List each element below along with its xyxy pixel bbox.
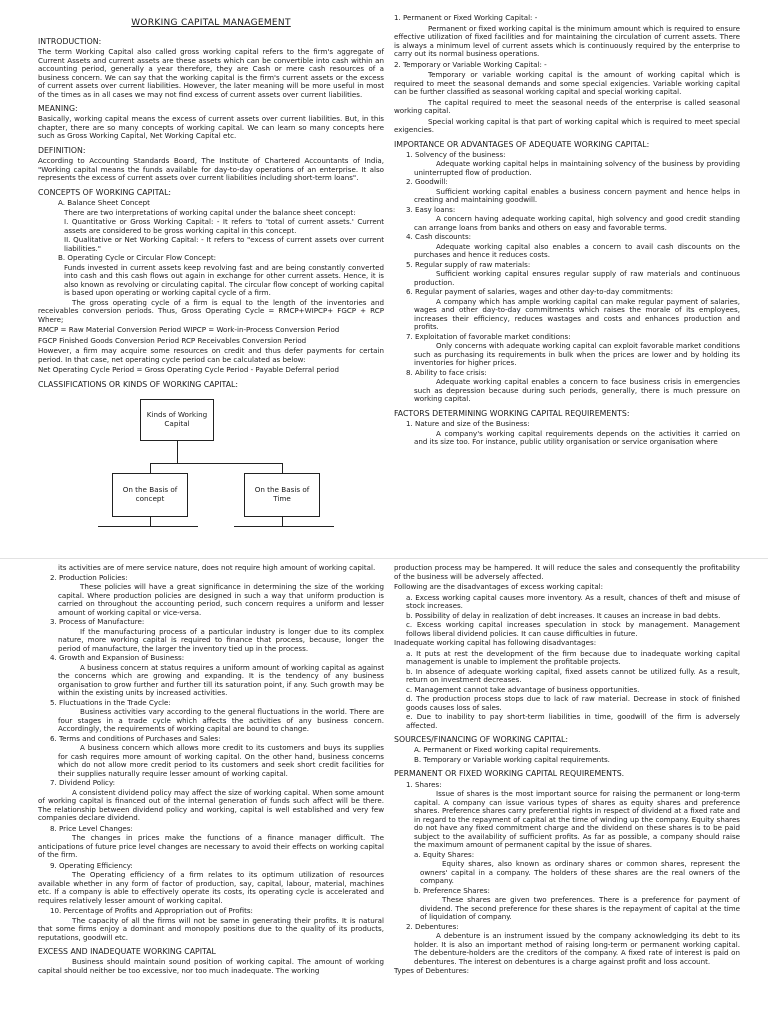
paragraph: a. Excess working capital causes more inventory. As a result, chances of theft and misuse of stock increases. — [406, 592, 740, 610]
section-heading: CLASSIFICATIONS OR KINDS OF WORKING CAPITAL: — [38, 379, 238, 389]
page-2 — [0, 560, 768, 1024]
paragraph: 1. Solvency of the business: — [406, 149, 506, 159]
left-bottom-content — [38, 564, 384, 975]
diagram-root-box — [140, 399, 214, 441]
paragraph: 4. Cash discounts: — [406, 232, 472, 242]
paragraph: The capital required to meet the seasonal needs of the enterprise is called seasonal working capital. — [394, 97, 740, 115]
paragraph: b. In absence of adequate working capital, fixed assets cannot be utilized fully. As a result, return on investment decreases. — [406, 666, 740, 684]
paragraph: B. Temporary or Variable working capital requirements. — [414, 754, 610, 764]
paragraph: A business concern which allows more credit to its customers and buys its supplies for cash requires more amount of working capital. On the other hand, business concerns which do not allow more credit period to its customers and seek short credit facilities for their supplies naturally require lesser amount of working capital. — [58, 743, 384, 778]
paragraph: Issue of shares is the most important source for raising the permanent or long-term capital. A company can issue various types of shares as equity shares and preference shares. Preference shares carry preferential rights in respect of dividend at a fixed rate and in regard to the repayment of capital at the time of winding up the company. Equity shares do not have any fixed commitment charge and the dividend on these shares is to be paid subject to the availability of sufficient profits. As far as possible, a company should raise the maximum amount of permanent capital by the issue of shares. — [414, 789, 740, 850]
paragraph: Temporary or variable working capital is the amount of working capital which is required to meet the seasonal demands and some special exigencies. Variable working capital can be further classified as seasonal working capital and special working capital. — [394, 70, 740, 96]
page-1-right-column — [394, 14, 740, 448]
paragraph: 8. Ability to face crisis: — [406, 367, 487, 377]
paragraph: 3. Easy loans: — [406, 204, 456, 214]
section-heading: SOURCES/FINANCING OF WORKING CAPITAL: — [394, 735, 569, 744]
paragraph: 7. Dividend Policy: — [50, 778, 116, 787]
diagram-connector — [98, 526, 198, 527]
diagram-connector — [150, 463, 282, 464]
left-top-content — [38, 37, 384, 389]
paragraph: However, a firm may acquire some resources on credit and thus defer payments for certain period. In that case, net operating cycle period can be calculated as below: — [38, 346, 384, 364]
section-heading: CONCEPTS OF WORKING CAPITAL: — [38, 187, 172, 197]
paragraph: Sufficient working capital ensures regular supply of raw materials and continuous production. — [414, 269, 740, 287]
section-heading: INTRODUCTION: — [38, 36, 102, 46]
page-2-right-column — [394, 564, 740, 978]
paragraph: Sufficient working capital enables a business concern payment and hence helps in creating and maintaining goodwill. — [414, 186, 740, 205]
paragraph: d. The production process stops due to lack of raw material. Decrease in stock of finished goods causes loss of sales. — [406, 694, 740, 712]
paragraph: The capacity of all the firms will not be same in generating their profits. It is natural that some firms enjoy a dominant and monopoly positions due to the quality of its products, reputations, goodwill etc. — [38, 915, 384, 942]
paragraph: 6. Terms and conditions of Purchases and Sales: — [50, 733, 221, 743]
document-title: WORKING CAPITAL MANAGEMENT — [131, 18, 291, 28]
paragraph: Adequate working capital helps in maintaining solvency of the business by providing uninterrupted flow of production. — [414, 159, 740, 177]
diagram-time-label: On the Basis of Time — [254, 485, 310, 504]
section-heading: MEANING: — [38, 104, 78, 114]
paragraph: A company's working capital requirements depends on the activities it carried on and its size too. For instance, public utility organisation or service organisation where — [414, 428, 740, 447]
paragraph: Funds invested in current assets keep revolving fast and are being constantly converted into cash and this cash flows out again in exchange for other current assets. Hence, it is also known as revolving or circulating capital. The circular flow concept of working capital is based upon operating or working capital cycle of a firm. — [64, 262, 384, 298]
kinds-of-working-capital-diagram — [38, 395, 384, 525]
paragraph: There are two interpretations of working capital under the balance sheet concept: — [64, 207, 356, 217]
paragraph: a. It puts at rest the development of the firm because due to inadequate working capital management is unable to implement the profitable projects. — [406, 648, 740, 666]
section-heading: IMPORTANCE OR ADVANTAGES OF ADEQUATE WORKING CAPITAL: — [394, 139, 650, 149]
paragraph: A debenture is an instrument issued by the company acknowledging its debt to its holder. It is also an important method of raising long-term or permanent working capital. The debenture-holders are the creditors of the company. A fixed rate of interest is paid on debentures. The interest on debentures is a charge against profit and loss account. — [414, 931, 740, 966]
diagram-connector — [282, 463, 283, 473]
paragraph: 5. Regular supply of raw materials: — [406, 259, 531, 269]
paragraph: 2. Debentures: — [406, 921, 459, 931]
paragraph: II. Qualitative or Net Working Capital: - It refers to "excess of current assets over current liabilities." — [64, 235, 384, 253]
paragraph: production process may be hampered. It will reduce the sales and consequently the profitability of the business will be adversely affected. — [394, 563, 740, 581]
section-heading: EXCESS AND INADEQUATE WORKING CAPITAL — [38, 947, 216, 956]
paragraph: Adequate working capital also enables a concern to avail cash discounts on the purchases and hence it reduces costs. — [414, 241, 740, 260]
paragraph: B. Operating Cycle or Circular Flow Concept: — [58, 253, 216, 263]
paragraph: I. Quantitative or Gross Working Capital: - It refers to 'total of current assets.' Current assets are considered to be gross working capital in this concept. — [64, 217, 384, 235]
paragraph: its activities are of mere service nature, does not require high amount of working capital. — [58, 563, 376, 572]
paragraph: 7. Exploitation of favorable market conditions: — [406, 331, 571, 341]
paragraph: A business concern at status requires a uniform amount of working capital as against the concerns which are growing and expanding. It is the tendency of any business organisation to grow further and further till its saturation point, if any. Such growth may be within the existing units by increased activities. — [58, 662, 384, 697]
paragraph: 1. Permanent or Fixed Working Capital: - — [394, 13, 538, 22]
diagram-time-box — [244, 473, 320, 517]
paragraph: a. Equity Shares: — [414, 849, 475, 859]
section-heading: DEFINITION: — [38, 145, 86, 155]
paragraph: The changes in prices make the functions of a finance manager difficult. The anticipations of future price level changes are necessary to avoid their effects on working capital of the firm. — [38, 833, 384, 859]
paragraph: A company which has ample working capital can make regular payment of salaries, wages and other day-to-day commitments which raises the morale of its employees, increases their efficiency, reduces wastages and costs and enhances production and profits. — [414, 296, 740, 332]
paragraph: Business activities vary according to the general fluctuations in the world. There are four stages in a trade cycle which affects the activities of any business concern. Accordingly, the requirements of working capital are bound to change. — [58, 707, 384, 733]
section-heading: PERMANENT OR FIXED WORKING CAPITAL REQUIREMENTS. — [394, 769, 625, 779]
paragraph: 1. Nature and size of the Business: — [406, 419, 530, 429]
section-heading: FACTORS DETERMINING WORKING CAPITAL REQUIREMENTS: — [394, 408, 630, 418]
paragraph: b. Preference Shares: — [414, 885, 490, 895]
paragraph: 2. Goodwill: — [406, 177, 448, 187]
paragraph: 6. Regular payment of salaries, wages and other day-to-day commitments: — [406, 287, 674, 297]
paragraph: 8. Price Level Changes: — [50, 823, 133, 833]
paragraph: The gross operating cycle of a firm is equal to the length of the inventories and receivables conversion periods. Thus, Gross Operating Cycle = RMCP+WIPCP+ FGCP + RCP Where; — [38, 297, 384, 324]
page-1-left-column — [38, 14, 384, 525]
paragraph: 5. Fluctuations in the Trade Cycle: — [50, 697, 171, 707]
diagram-connector — [177, 441, 178, 463]
paragraph: 9. Operating Efficiency: — [50, 860, 133, 870]
page-2-left-column — [38, 564, 384, 977]
paragraph: RMCP = Raw Material Conversion Period WIPCP = Work-in-Process Conversion Period — [38, 325, 340, 335]
paragraph: Adequate working capital enables a concern to face business crisis in emergencies such as depression because during such periods, generally, there is much pressure on working capital. — [414, 377, 740, 404]
paragraph: The Operating efficiency of a firm relates to its optimum utilization of resources available whether in any form of factor of production, say, capital, labour, material, machines etc. If a company is able to effectively operate its costs, its operating cycle is accelerated and requires relatively lesser amount of working capital. — [38, 870, 384, 905]
paragraph: c. Excess working capital increases speculation in stock by management. Management follows liberal dividend policies. It can cause difficulties in future. — [406, 620, 740, 638]
paragraph: Following are the disadvantages of excess working capital: — [394, 582, 604, 591]
paragraph: Only concerns with adequate working capital can exploit favorable market conditions such as purchasing its requirements in bulk when the prices are lower and by holding its inventories for higher prices. — [414, 341, 740, 368]
diagram-concept-label: On the Basis of concept — [122, 485, 178, 504]
paragraph: 1. Shares: — [406, 779, 442, 789]
paragraph: c. Management cannot take advantage of business opportunities. — [406, 684, 640, 694]
right-top-content — [394, 14, 740, 447]
diagram-root-label: Kinds of Working Capital — [146, 410, 208, 429]
paragraph: Types of Debentures: — [394, 966, 470, 976]
diagram-connector — [150, 463, 151, 473]
paragraph: FGCP Finished Goods Conversion Period RCP Receivables Conversion Period — [38, 335, 307, 345]
paragraph: Basically, working capital means the excess of current assets over current liabilities. But, in this chapter, there are so many concepts of working capital. We can learn so many concepts here such as Gross Working Capital, Net Working Capital etc. — [38, 114, 384, 141]
paragraph: If the manufacturing process of a particular industry is longer due to its complex nature, more working capital is required to finance that process, because, longer the period of manufacture, the larger the inventory tied up in the process. — [58, 626, 384, 653]
paragraph: Inadequate working capital has following disadvantages: — [394, 638, 597, 647]
paragraph: According to Accounting Standards Board, The Institute of Chartered Accountants of India, "Working capital means the funds available for day-to-day operations of an enterprise. It also represents the excess of current assets over current liabilities including short-term loans". — [38, 156, 384, 183]
paragraph: 3. Process of Manufacture: — [50, 617, 145, 626]
diagram-concept-box — [112, 473, 188, 517]
paragraph: Equity shares, also known as ordinary shares or common shares, represent the owners' capital in a company. The holders of these shares are the real owners of the company. — [420, 859, 740, 886]
paragraph: These policies will have a great significance in determining the size of the working capital. Where production policies are designed in such a way that uniform production is carried on throughout the accounting period, such concern requires a uniform and lesser amount of working capital or vice-versa. — [58, 582, 384, 617]
paragraph: A consistent dividend policy may affect the size of working capital. When some amount of working capital is financed out of the internal generation of funds such affect will be there. The relationship between dividend policy and working, capital is well established and very few companies declare dividend. — [38, 787, 384, 822]
paragraph: 2. Temporary or Variable Working Capital: - — [394, 59, 547, 69]
paragraph: Business should maintain sound position of working capital. The amount of working capital should neither be too excessive, nor too much inadequate. The working — [38, 957, 384, 975]
paragraph: e. Due to inability to pay short-term liabilities in time, goodwill of the firm is adversely affected. — [406, 712, 740, 730]
paragraph: Net Operating Cycle Period = Gross Operating Cycle Period - Payable Deferral period — [38, 365, 339, 375]
paragraph: A. Balance Sheet Concept — [58, 198, 150, 208]
paragraph: 10. Percentage of Profits and Appropriation out of Profits: — [50, 906, 253, 915]
paragraph: Permanent or fixed working capital is the minimum amount which is required to ensure effective utilization of fixed facilities and for maintaining the circulation of current assets. There is always a minimum level of current assets which is continuously required by the enterprise to carry out its normal business operations. — [394, 23, 740, 58]
paragraph: The term Working Capital also called gross working capital refers to the firm's aggregate of Current Assets and current assets are these assets which can be convertible into cash within an accounting period, generally a year therefore, they are Cash or mere cash resources of a business concern. We can say that the working capital is the firm's current assets or the excess of current assets over current liabilities. However, the later meaning will be more useful in most of the times as in all cases we may not find excess of current assets over current liabilities. — [38, 47, 384, 99]
paragraph: Special working capital is that part of working capital which is required to meet special exigencies. — [394, 116, 740, 134]
paragraph: A concern having adequate working capital, high solvency and good credit standing can arrange loans from banks and others on easy and favorable terms. — [414, 214, 740, 232]
paragraph: These shares are given two preferences. There is a preference for payment of dividend. The second preference for these shares is the repayment of capital at the time of liquidation of company. — [420, 895, 740, 922]
right-bottom-content — [394, 564, 740, 976]
paragraph: 2. Production Policies: — [50, 572, 128, 582]
paragraph: A. Permanent or Fixed working capital requirements. — [414, 745, 601, 755]
paragraph: 4. Growth and Expansion of Business: — [50, 653, 185, 662]
paragraph: b. Possibility of delay in realization of debt increases. It causes an increase in bad debts. — [406, 610, 721, 620]
diagram-connector — [234, 526, 334, 527]
